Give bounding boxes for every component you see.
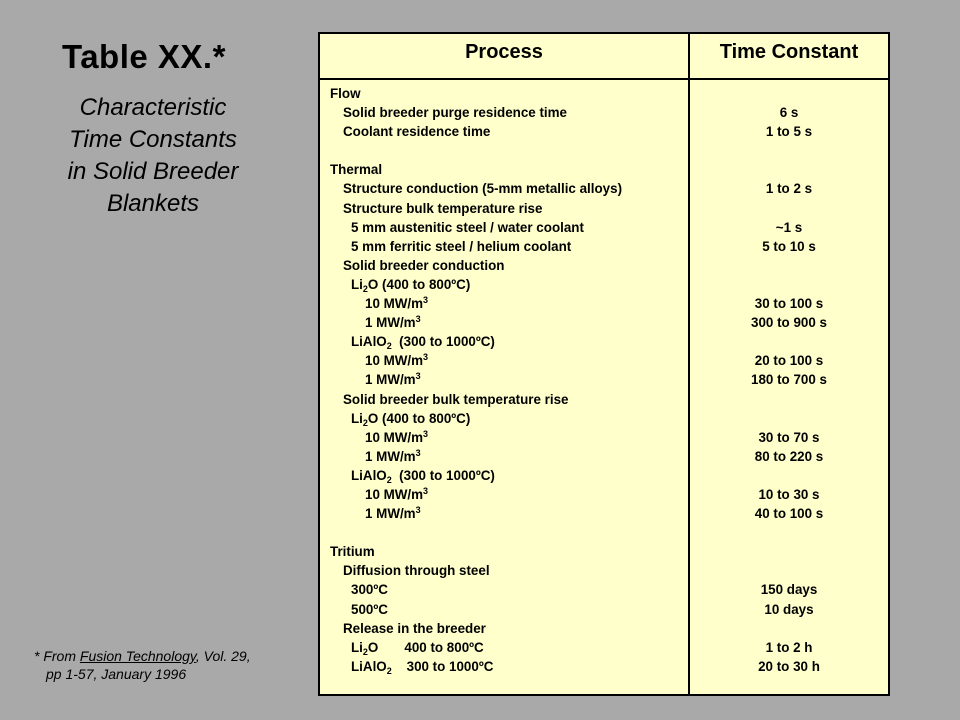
time-constant-cell: 20 to 30 h (758, 658, 820, 674)
process-cell: 1 $MW/m^3$ (365, 505, 421, 522)
time-constant-cell: 20 to 100 s (754, 353, 824, 369)
subtitle-line: in Solid Breeder (67, 158, 239, 185)
table-row (320, 141, 888, 160)
process-cell: LiAlO$_2$ 300 to 1000ºC (351, 658, 494, 676)
header-divider (320, 78, 888, 80)
time-constant-cell: 1 to 2 s (765, 181, 813, 197)
table-row (320, 447, 888, 466)
slide-title: Table XX.* (62, 38, 226, 75)
table-row (320, 351, 888, 370)
time-constant-cell: 1 to 5 s (765, 124, 813, 140)
table-row (320, 84, 888, 103)
process-cell: 10 $MW/m^3$ (365, 485, 429, 502)
footnote-source: Fusion Technology (79, 648, 196, 664)
process-cell: Thermal (330, 162, 383, 178)
table-row (320, 580, 888, 599)
time-constant-cell: 30 to 100 s (754, 296, 824, 312)
process-cell: 1 $MW/m^3$ (365, 314, 421, 331)
process-cell: 10 $MW/m^3$ (365, 352, 429, 369)
table-row (320, 218, 888, 237)
table-row (320, 390, 888, 409)
process-cell: 5 mm austenitic steel / water coolant (351, 219, 584, 235)
time-constant-cell: 1 to 2 h (765, 639, 813, 655)
time-constant-cell: 10 to 30 s (758, 486, 820, 502)
time-constant-cell: 6 s (779, 105, 799, 121)
time-constant-cell: 180 to 700 s (751, 372, 827, 388)
time-constant-cell: 40 to 100 s (754, 506, 824, 522)
process-cell: 1 $MW/m^3$ (365, 447, 421, 464)
table-row (320, 466, 888, 485)
table-row (320, 199, 888, 218)
table-row (320, 256, 888, 275)
table-body (320, 84, 888, 676)
process-cell: 10 $MW/m^3$ (365, 428, 429, 445)
process-cell: $Li_2O$ (400 to 800ºC) (351, 410, 471, 428)
process-cell: $Li_2O$ (400 to 800ºC) (351, 276, 471, 294)
process-cell: Structure bulk temperature rise (343, 200, 543, 216)
time-constant-cell: 80 to 220 s (754, 448, 824, 464)
time-constants-table (318, 32, 890, 696)
table-row (320, 179, 888, 198)
process-cell: LiAlO$_2$ (300 to 1000ºC) (351, 334, 495, 352)
table-row (320, 619, 888, 638)
source-footnote (34, 647, 251, 683)
time-constant-cell: 150 days (760, 582, 818, 598)
process-cell: 1 $MW/m^3$ (365, 371, 421, 388)
table-row (320, 523, 888, 542)
table-row (320, 542, 888, 561)
footnote-vol: , Vol. 29, (195, 648, 251, 664)
table-row (320, 160, 888, 179)
process-cell: 300ºC (351, 582, 388, 598)
process-cell: $Li_2O$ 400 to 800ºC (351, 639, 484, 657)
table-row (320, 657, 888, 676)
process-cell: Diffusion through steel (343, 563, 490, 579)
header-process: Process (465, 41, 543, 63)
subtitle-line: Time Constants (69, 126, 237, 153)
time-constant-cell: 10 days (764, 601, 814, 617)
process-cell: Release in the breeder (343, 620, 486, 636)
table-row (320, 561, 888, 580)
table-row (320, 600, 888, 619)
footnote-prefix: * From (34, 648, 80, 664)
subtitle-line: Characteristic (79, 94, 227, 121)
time-constant-cell: ~1 s (775, 219, 803, 235)
table-row (320, 428, 888, 447)
table-row (320, 237, 888, 256)
process-cell: LiAlO$_2$ (300 to 1000ºC) (351, 467, 495, 485)
table-row (320, 370, 888, 389)
process-cell: 5 mm ferritic steel / helium coolant (351, 238, 572, 254)
process-cell: Solid breeder bulk temperature rise (343, 391, 569, 407)
footnote-line2: pp 1-57, January 1996 (46, 666, 187, 682)
table-row (320, 294, 888, 313)
slide-subtitle (40, 92, 266, 220)
table-row (320, 122, 888, 141)
process-cell: Structure conduction (5-mm metallic alloys) (343, 181, 623, 197)
process-cell: Coolant residence time (343, 124, 491, 140)
process-cell: Solid breeder purge residence time (343, 105, 567, 121)
table-row (320, 638, 888, 657)
table-row (320, 313, 888, 332)
table-row (320, 485, 888, 504)
subtitle-line: Blankets (106, 190, 200, 217)
table-row (320, 275, 888, 294)
time-constant-cell: 300 to 900 s (751, 315, 827, 331)
process-cell: Tritium (330, 544, 375, 560)
header-time-constant: Time Constant (719, 41, 859, 63)
process-cell: Solid breeder conduction (343, 257, 505, 273)
table-row (320, 409, 888, 428)
time-constant-cell: 30 to 70 s (758, 429, 820, 445)
process-cell: 500ºC (351, 601, 388, 617)
table-row (320, 504, 888, 523)
process-cell: Flow (330, 86, 361, 101)
process-cell: 10 $MW/m^3$ (365, 295, 429, 312)
table-row (320, 332, 888, 351)
table-row (320, 103, 888, 122)
time-constant-cell: 5 to 10 s (762, 238, 816, 254)
